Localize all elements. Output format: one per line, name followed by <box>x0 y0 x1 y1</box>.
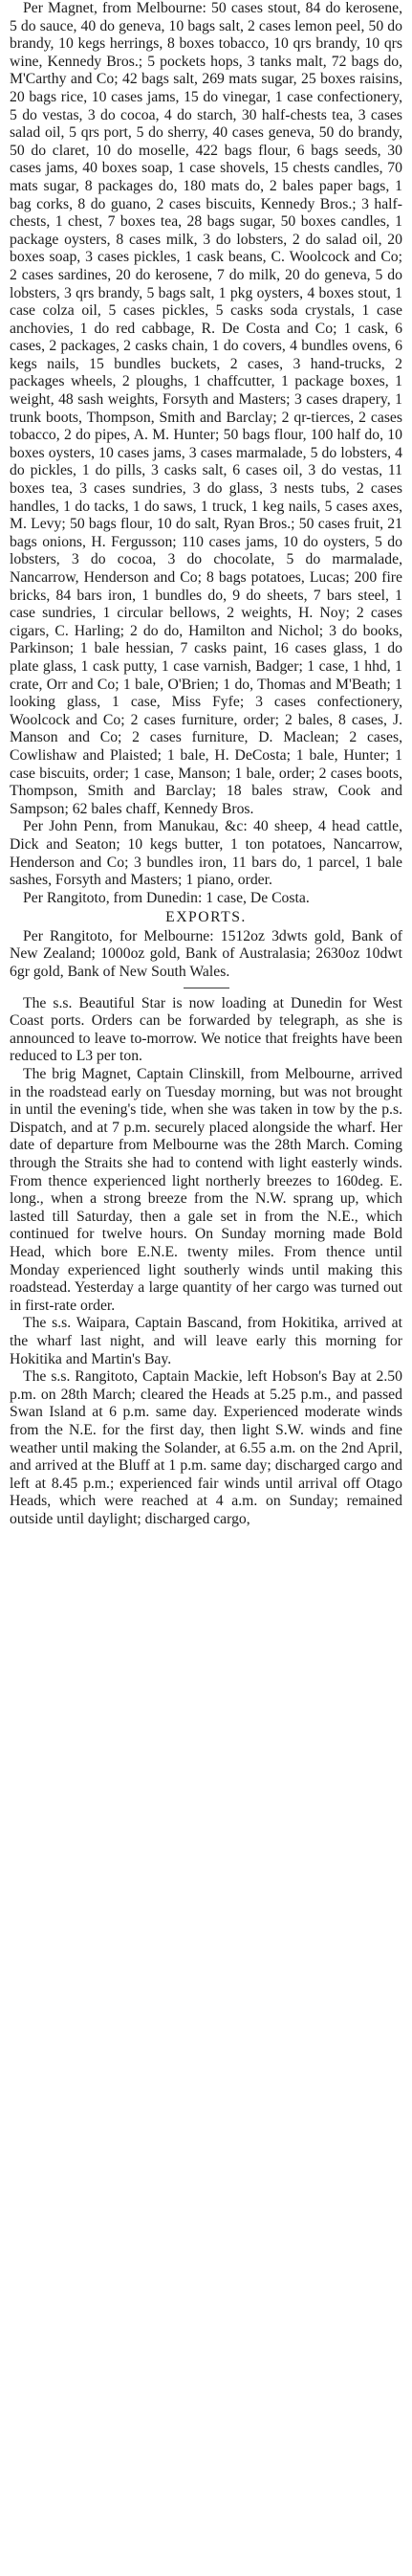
shipping-note-magnet: The brig Magnet, Captain Clinskill, from Melbourne, arrived in the roadstead early on Tuesday morning, but was not brought in until the evening's tide, when she was taken in tow by the p.s. Dispatch, and at 7 p.m. securely placed alongside the wharf. Her date of departure from Melbourne was the 28th March. Coming through the Straits she had to contend with light easterly winds. From thence experienced light northerly breezes to 160deg. E. long., when a strong breeze from the N.W. sprang up, which lasted till Saturday, then a gale set in from the N.E., which continued for twelve hours. On Sunday morning made Bold Head, which bore E.N.E. twenty miles. From thence until Monday experienced light southerly winds until making this roadstead. Yesterday a large quantity of her cargo was turned out in first-rate order. <box>10 1066 402 1314</box>
shipping-note-waipara: The s.s. Waipara, Captain Bascand, from Hokitika, arrived at the wharf last night, and will leave early this morning for Hokitika and Martin's Bay. <box>10 1315 402 1367</box>
export-entry-rangitoto: Per Rangitoto, for Melbourne: 1512oz 3dwts gold, Bank of New Zealand; 1000oz gold, Bank of Australasia; 2630oz 10dwt 6gr gold, Bank of New South Wales. <box>10 927 402 981</box>
import-entry-rangitoto: Per Rangitoto, from Dunedin: 1 case, De Costa. <box>23 889 310 906</box>
shipping-note-rangitoto: The s.s. Rangitoto, Captain Mackie, left Hobson's Bay at 2.50 p.m. on 28th March; cleared the Heads at 5.25 p.m., and passed Swan Island at 6 p.m. same day. Experienced moderate winds from the N.E. for the first day, then light S.W. winds and fine weather until making the Solander, at 6.55 a.m. on the 2nd April, and arrived at the Bluff at 1 p.m. same day; discharged cargo and left at 8.45 p.m.; experienced fair winds until arrival off Otago Heads, which were reached at 4 a.m. on Sunday; remained outside until daylight; discharged cargo, <box>10 1368 402 1527</box>
import-entry-magnet: Per Magnet, from Melbourne: 50 cases stout, 84 do kerosene, 5 do sauce, 40 do geneva, 10 bags salt, 2 cases lemon peel, 50 do brandy, 10 kegs herrings, 8 boxes tobacco, 10 qrs brandy, 10 qrs wine, Kennedy Bros.; 5 pockets hops, 3 tanks malt, 72 bags do, M'Carthy and Co; 42 bags salt, 269 mats sugar, 25 boxes raisins, 20 bags rice, 10 cases jams, 15 do vinegar, 1 case confectionery, 5 do vestas, 3 do cocoa, 4 do starch, 30 half-chests tea, 3 cases salad oil, 5 qrs port, 5 do sherry, 40 cases geneva, 50 do brandy, 50 do claret, 10 do moselle, 422 bags flour, 6 bags seeds, 30 cases jams, 40 boxes soap, 1 case shovels, 15 chests candles, 70 mats sugar, 8 packages do, 180 mats do, 2 bales paper bags, 1 bag corks, 8 do guano, 2 cases biscuits, Kennedy Bros.; 3 half-chests, 1 chest, 7 boxes tea, 28 bags sugar, 50 boxes candles, 1 package oysters, 8 cases milk, 3 do lobsters, 2 do salad oil, 20 boxes soap, 3 cases pickles, 1 cask beans, C. Woolcock and Co; 2 cases sardines, 20 do kerosene, 7 do milk, 20 do geneva, 5 do lobsters, 3 qrs brandy, 5 bags salt, 1 pkg oysters, 4 boxes stout, 1 case colza oil, 5 cases pickles, 5 casks soda crystals, 1 case anchovies, 1 do red cabbage, R. De Costa and Co; 1 cask, 6 cases, 2 packages, 2 casks chain, 1 do covers, 4 bundles ovens, 6 kegs nails, 15 bundles buckets, 2 cases, 3 hand-trucks, 2 packages wheels, 2 ploughs, 1 chaffcutter, 1 package boxes, 1 weight, 48 sash weights, Forsyth and Masters; 3 cases drapery, 1 trunk boots, Thompson, Smith and Barclay; 2 qr-tierces, 2 cases tobacco, 2 do pipes, A. M. Hunter; 50 bags flour, 100 half do, 10 boxes oysters, 10 cases jams, 3 cases marmalade, 5 do lobsters, 4 do pickles, 1 do pills, 3 casks salt, 6 cases oil, 3 do vestas, 11 boxes tea, 3 cases sundries, 3 do glass, 3 nests tubs, 2 cases handles, 1 do tacks, 1 do saws, 1 truck, 1 keg nails, 5 cases axes, M. Levy; 50 bags flour, 10 do salt, Ryan Bros.; 50 cases fruit, 21 bags onions, H. Fergusson; 110 cases jams, 10 do oysters, 5 do lobsters, 3 do cocoa, 3 do chocolate, 5 do marmalade, Nancarrow, Henderson and Co; 8 bags potatoes, Lucas; 200 fire bricks, 84 bars iron, 1 bundles do, 9 do sheets, 7 bars steel, 1 case sundries, 1 circular bellows, 2 weights, H. Noy; 2 cases cigars, C. Harling; 2 do do, Hamilton and Nichol; 3 do books, Parkinson; 1 bale hessian, 7 casks paint, 16 cases glass, 1 do plate glass, 1 cask putty, 1 case varnish, Badger; 1 case, 1 hhd, 1 crate, Orr and Co; 1 bale, O'Brien; 1 do, Thomas and M'Beath; 1 looking glass, 1 case, Miss Fyfe; 3 cases confectionery, Woolcock and Co; 2 cases furniture, order; 2 bales, 8 cases, J. Manson and Co; 2 cases furniture, D. Maclean; 2 cases, Cowlishaw and Plaisted; 1 bale, H. DeCosta; 1 bale, Hunter; 1 case biscuits, order; 1 case, Manson; 1 bale, order; 2 cases boots, Thompson, Smith and Barclay; 18 bales straw, Cook and Sampson; 62 bales chaff, Kennedy Bros. <box>10 0 402 817</box>
shipping-note-beautiful-star: The s.s. Beautiful Star is now loading at Dunedin for West Coast ports. Orders can be forwarded by telegraph, as she is announced to leave to-morrow. We notice that freights have been reduced to L3 per ton. <box>10 994 402 1065</box>
import-entry-john-penn: Per John Penn, from Manukau, &c: 40 sheep, 4 head cattle, Dick and Seaton; 10 kegs butter, 1 ton potatoes, Nancarrow, Henderson and Co; 3 bundles iron, 11 bars do, 1 parcel, 1 bale sashes, Forsyth and Masters; 1 piano, order. <box>10 818 402 889</box>
newspaper-column <box>10 0 402 2565</box>
exports-heading: EXPORTS. <box>165 909 247 926</box>
